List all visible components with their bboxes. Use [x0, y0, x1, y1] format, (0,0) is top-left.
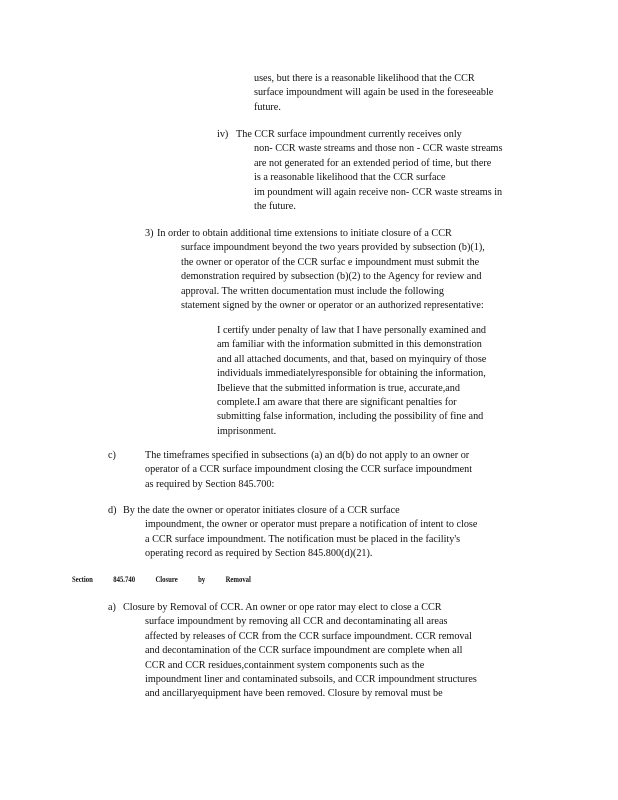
text-line: and decontamination of the CCR surface impoundment are complete when all [145, 645, 463, 657]
item-iv-label: iv) [217, 129, 229, 140]
text-line: and ancillaryequipment have been removed. Closure by removal must be [145, 688, 443, 700]
text-line: is a reasonable likelihood that the CCR surface [254, 172, 446, 184]
text-line: By the date the owner or operator initiates closure of a CCR surface [123, 505, 400, 516]
text-line: operating record as required by Section 845.800(d)(21). [145, 548, 373, 560]
text-line: Closure by Removal of CCR. An owner or ope rator may elect to close a CCR [123, 602, 442, 613]
text-line: impoundment liner and contaminated subsoils, and CCR impoundment structures [145, 674, 477, 686]
text-line: imprisonment. [217, 425, 277, 437]
text-line: individuals immediatelyresponsible for obtaining the information, [217, 368, 486, 380]
continuation-paragraph [254, 72, 493, 115]
item-3-label: 3) [145, 228, 154, 239]
section-word: Section [72, 574, 93, 584]
section-number: 845.740 [113, 574, 136, 584]
text-line: The timeframes specified in subsections (a) an d(b) do not apply to an owner or [145, 450, 470, 461]
text-line: The CCR surface impoundment currently receives only [236, 129, 462, 140]
item-d-text [123, 504, 477, 562]
text-line: CCR and CCR residues,containment system components such as the [145, 659, 425, 671]
text-line: the future. [254, 201, 296, 213]
text-line: as required by Section 845.700: [145, 478, 275, 490]
text-line: In order to obtain additional time extensions to initiate closure of a CCR [157, 228, 452, 239]
certification-statement [217, 324, 486, 439]
text-line: operator of a CCR surface impoundment closing the CCR surface impoundment [145, 464, 473, 476]
section-title-closure: Closure [155, 574, 178, 584]
text-line: complete.I am aware that there are significant penalties for [217, 397, 457, 409]
text-line: im poundment will again receive non- CCR waste streams in [254, 186, 503, 198]
section-title-by: by [198, 574, 206, 584]
text-line: non- CCR waste streams and those non - CCR waste streams [254, 143, 503, 155]
text-line: a CCR surface impoundment. The notification must be placed in the facility's [145, 533, 461, 545]
section-title-removal: Removal [225, 574, 251, 584]
text-line: and all attached documents, and that, based on myinquiry of those [217, 353, 487, 365]
text-line: the owner or operator of the CCR surfac e impoundment must submit the [181, 256, 480, 268]
text-line: submitting false information, including the possibility of fine and [217, 411, 484, 423]
text-line: future. [254, 101, 281, 113]
text-line: surface impoundment will again be used in the foreseeable [254, 87, 494, 99]
text-line: impoundment, the owner or operator must prepare a notification of intent to close [145, 519, 478, 531]
text-line: affected by releases of CCR from the CCR surface impoundment. CCR removal [145, 630, 472, 642]
item-c-text [145, 449, 472, 492]
text-line: am familiar with the information submitted in this demonstration [217, 339, 482, 351]
item-iv-text [236, 128, 502, 214]
item-d-label: d) [108, 505, 117, 516]
item-3-text [157, 227, 485, 313]
text-line: I certify under penalty of law that I have personally examined and [217, 325, 487, 336]
item-a-label: a) [108, 602, 116, 613]
text-line: Ibelieve that the submitted information is true, accurate,and [217, 382, 460, 394]
text-line: statement signed by the owner or operator or an authorized representative: [181, 300, 484, 312]
text-line: demonstration required by subsection (b)(2) to the Agency for review and [181, 271, 482, 283]
text-line: approval. The written documentation must include the following [181, 285, 444, 297]
section-heading [72, 572, 270, 586]
item-c-label: c) [108, 450, 116, 461]
text-line: surface impoundment beyond the two years provided by subsection (b)(1), [181, 242, 485, 254]
text-line: surface impoundment by removing all CCR and decontaminating all areas [145, 616, 448, 628]
text-line: uses, but there is a reasonable likelihood that the CCR [254, 73, 475, 84]
item-a-text [123, 601, 477, 702]
text-line: are not generated for an extended period of time, but there [254, 157, 492, 169]
